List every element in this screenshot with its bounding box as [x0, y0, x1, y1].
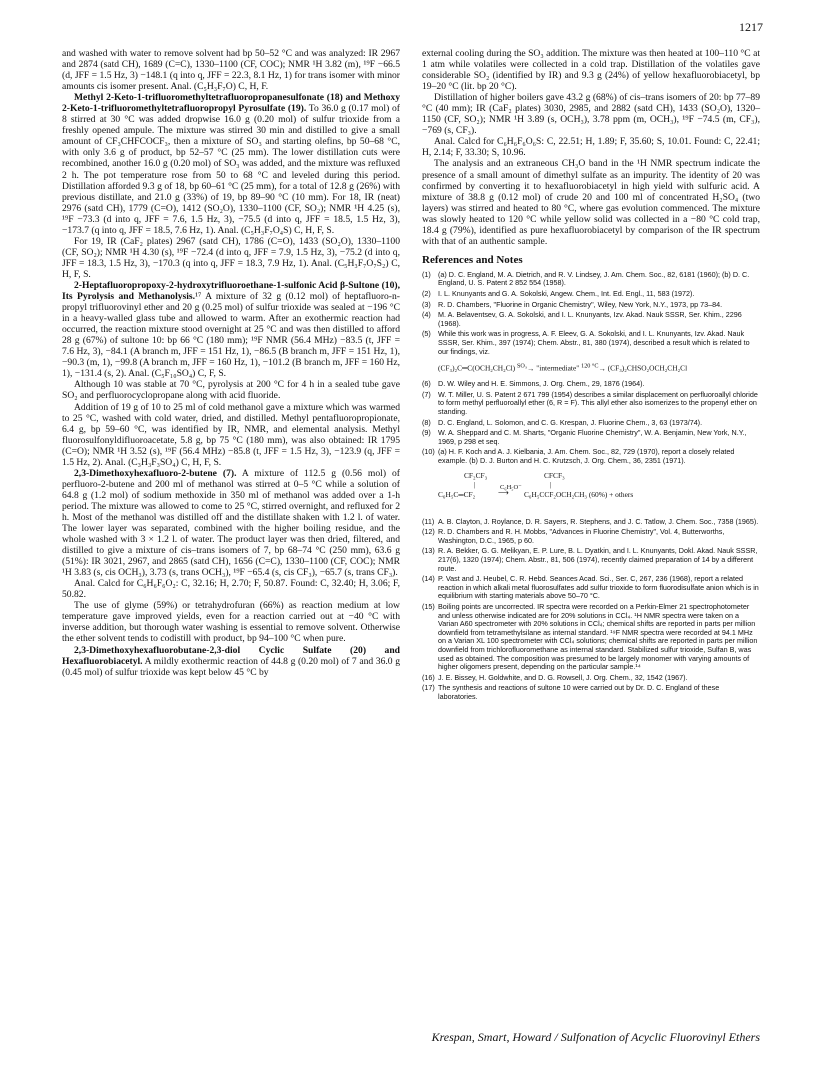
- scheme2-reactant: C₆H₅C═CF₂: [438, 489, 476, 499]
- reference-item: [422, 684, 760, 701]
- reference-item: [422, 528, 760, 545]
- paragraph: [62, 48, 400, 92]
- paragraph: [62, 645, 400, 678]
- reference-number: (14): [422, 574, 435, 584]
- scheme2-reagent: C₆H₅O⁻: [500, 483, 522, 491]
- paragraph-text: To 36.0 g (0.17 mol) of 8 stirred at 30 °C was added dropwise 16.0 g (0.20 mol) of sulfur trioxide from a freshly opened ampule. The mixture was stirred 30 min and distilled to give a small amount of CF₃CHFCOCF₃, then a mixture of SO₃ and starting olefins, bp 50–68 °C, with only 3.6 g of product, bp 52–57 °C (25 mm). The lower distillation cuts were recombined, another 16.0 g (0.20 mol) of SO₃ was added, and the mixture was refluxed 2 h. The pot temperature rose from 50 to 68 °C and leveled during this period. Distillation afforded 9.3 g of 18, bp 60–61 °C (25 mm), for a total of 12.8 g (26%) with previous distillate, and 21.0 g (33%) of 19, bp 89–90 °C (10 mm). For 18, IR (neat) 2976 (satd CH), 1779 (C=O), 1412 (SO₂O), 1330–1100 (CF, SO₂); NMR ¹H 4.25 (s), ¹⁹F −73.3 (d into q, JFF = 7.6, 1.5 Hz, 3), −75.5 (d into q, JFF = 18.5, 1.5 Hz, 3), −173.7 (q into q, JFF = 18.5, 7.6 Hz, 1). Anal. (C₅H₃F₇O₄S) C, H, F, S.: [62, 103, 400, 236]
- references-list: [422, 271, 760, 702]
- scheme2-substituent-2: CFCF₃: [544, 470, 565, 480]
- references-group-c: [422, 518, 760, 702]
- paragraph-text: Although 10 was stable at 70 °C, pyrolysis at 200 °C for 4 h in a sealed tube gave SO₂ and perfluorocyclopropane along with acid fluoride.: [62, 379, 400, 402]
- reference-number: (9): [422, 428, 431, 438]
- reference-number: (3): [422, 299, 431, 309]
- paragraph: [62, 468, 400, 578]
- paragraph-heading: 2-Heptafluoropropoxy-2-hydroxytrifluoroethane-1-sulfonic Acid β-Sultone (10), Its Pyrolysis and Methanolysis.: [62, 279, 400, 303]
- right-column: [422, 48, 760, 703]
- paragraph: [422, 92, 760, 136]
- reference-item: [422, 429, 760, 446]
- reference-text: A. B. Clayton, J. Roylance, D. R. Sayers, R. Stephens, and J. C. Tatlow, J. Chem. Soc., 7358 (1965).: [438, 516, 759, 526]
- reference-number: (16): [422, 672, 435, 682]
- references-group-a: [422, 271, 760, 356]
- reference-number: (6): [422, 379, 431, 389]
- reference-item: [422, 603, 760, 672]
- reference-text: D. C. England, L. Solomon, and C. G. Krespan, J. Fluorine Chem., 3, 63 (1973/74).: [438, 417, 703, 427]
- reference-number: (12): [422, 527, 435, 537]
- reference-item: [422, 301, 760, 310]
- references-heading: References and Notes: [422, 253, 523, 266]
- reference-text: D. W. Wiley and H. E. Simmons, J. Org. Chem., 29, 1876 (1964).: [438, 379, 645, 389]
- paragraph: [422, 136, 760, 158]
- paragraph-text: The use of glyme (59%) or tetrahydrofuran (66%) as reaction medium at low temperature gave improved yields, even for a reaction carried out at −40 °C with inverse addition, but thorough water washing is essential to remove solvent. Otherwise the ether solvent tends to codistill with product, bp 94–100 °C when pure.: [62, 600, 400, 645]
- running-footer: Krespan, Smart, Howard / Sulfonation of Acyclic Fluorovinyl Ethers: [431, 1030, 760, 1044]
- paragraph-text: Anal. Calcd for C₆H₆F₆O₂: C, 32.16; H, 2.70; F, 50.87. Found: C, 32.40; H, 3.06; F, 50.82.: [62, 578, 400, 601]
- paragraph-heading: 2,3-Dimethoxyhexafluoro-2-butene (7).: [74, 467, 237, 479]
- reference-number: (5): [422, 329, 431, 339]
- scheme1-product: (CF₃)₂CHSO₂OCH₂CH₂Cl: [607, 363, 688, 373]
- reference-number: (11): [422, 516, 435, 526]
- reference-item: [422, 311, 760, 328]
- scheme2-arrow: ⟶: [498, 487, 509, 497]
- reaction-scheme-1: [438, 362, 760, 373]
- reference-text: W. T. Miller, U. S. Patent 2 671 799 (1954) describes a similar displacement on perfluoroallyl chloride to form methyl perfluoroallyl ether (6, R = F). This allyl ether also isomerizes to the propenyl ether on standing.: [438, 389, 758, 417]
- scheme2-substituent-1: CF₂CF₃: [464, 470, 488, 480]
- reference-number: (17): [422, 683, 435, 693]
- reference-number: (10): [422, 447, 435, 457]
- reference-item: [422, 391, 760, 417]
- paragraph-heading: 2,3-Dimethoxyhexafluorobutane-2,3-diol Cyclic Sulfate (20) and Hexafluorobiacetyl.: [62, 644, 400, 667]
- paragraph-heading: Methyl 2-Keto-1-trifluoromethyltetrafluoropropanesulfonate (18) and Methoxy 2-Keto-1-trifluoromethyltetrafluoropropyl Pyrosulfate (19).: [62, 92, 400, 115]
- paragraph-text: The analysis and an extraneous CH₃O band in the ¹H NMR spectrum indicate the presence of a small amount of dimethyl sulfate as an impurity. The identity of 20 was confirmed by converting it to hexafluorobiacetyl in high yield with sulfuric acid. A mixture of 38.8 g (0.12 mol) of crude 20 and 100 ml of concentrated H₂SO₄ (two layers) was stirred and heated to 80 °C, where gas evolution commenced. The mixture was slowly heated to 120 °C while yellow solid was collected in a −80 °C cold trap, 18.4 g (79%), identified as pure hexafluorobiacetyl by comparison of the IR spectrum with that of an authentic sample.: [422, 158, 760, 247]
- scheme1-arrow-1: $^{SO_3}$→: [517, 363, 537, 373]
- reference-item: [422, 448, 760, 465]
- paragraph-text: external cooling during the SO₃ addition. The mixture was then heated at 100–110 °C at 1 atm while volatiles were collected in a cold trap. Distillation of the volatiles gave considerable SO₂ (identified by IR) and 9.3 g (24%) of yellow hexafluorobiacetyl, bp 19–20 °C (lit. bp 20 °C).: [422, 48, 760, 93]
- paragraph-text: and washed with water to remove solvent had bp 50–52 °C and was analyzed: IR 2967 and 2874 (satd CH), 1689 (C=C), 1330–1100 (CF, COC); NMR ¹H 3.82 (m), ¹⁹F −66.5 (d, JFF = 1.5 Hz, 3) −148.1 (q into q, JFF = 22.3, 8.1 Hz, 1) for trans isomer with minor amounts cis isomer present. Anal. (C₅H₃F₇O) C, H, F.: [62, 48, 400, 93]
- reference-text: The synthesis and reactions of sultone 10 were carried out by Dr. D. C. England of these laboratories.: [438, 683, 720, 701]
- paragraph: [62, 402, 400, 468]
- reference-text: R. D. Chambers and R. H. Mobbs, "Advances in Fluorine Chemistry", Vol. 4, Butterworths, Washington, D.C., 1965, p 60.: [438, 527, 725, 545]
- paragraph-text: ¹⁷ A mixture of 32 g (0.12 mol) of heptafluoro-n-propyl trifluorovinyl ether and 20 g (0.25 mol) of sulfur trioxide was sealed at −196 °C in a heavy-walled glass tube and allowed to warm. After an exothermic reaction had occurred, the reaction mixture stood overnight at 25 °C and was then distilled to afford 28 g (67%) of sultone 10: bp 66 °C (180 mm); ¹⁹F NMR (56.4 MHz) −83.5 (t, JFF = 7.6 Hz, 3), −84.1 (A branch m, JFF = 151 Hz, 1), −86.5 (B branch m, JFF = 151 Hz, 1), −90.3 (m, 1), −99.8 (A branch m, JFF = 160 Hz, 1), −101.2 (B branch m, JFF = 160 Hz, 1), −131.4 (s, 2). Anal. (C₅F₁₀SO₄) C, F, S.: [62, 291, 400, 380]
- reference-number: (1): [422, 269, 431, 279]
- reference-text: W. A. Sheppard and C. M. Sharts, "Organic Fluorine Chemistry", W. A. Benjamin, New York, N.Y., 1969, p 298 et seq.: [438, 428, 747, 446]
- reference-number: (7): [422, 389, 431, 399]
- reference-text: R. D. Chambers, "Fluorine in Organic Chemistry", Wiley, New York, N.Y., 1973, pp 73–84.: [438, 299, 723, 309]
- reference-text: R. A. Bekker, G. G. Melikyan, E. P. Lure, B. L. Dyatkin, and I. L. Knunyants, Dokl. Akad. Nauk SSSR, 217(6), 1320 (1974); Chem. Abstr., 81, 506 (1974), recently claimed preparation of 14 by a different route.: [438, 546, 758, 573]
- reference-item: [422, 547, 760, 573]
- scheme1-arrow-2: $^{120 ^\circ C}$→: [581, 363, 608, 373]
- reference-item: [422, 575, 760, 601]
- reference-text: M. A. Belaventsev, G. A. Sokolski, and I. L. Knunyants, Izv. Akad. Nauk SSSR, Ser. Khim., 2296 (1968).: [438, 310, 742, 328]
- scheme2-product: C₆H₅CCF₂OCH₂CH₃ (60%) + others: [524, 489, 634, 499]
- reference-item: [422, 290, 760, 299]
- right-column-body: [422, 48, 760, 247]
- paragraph-text: Anal. Calcd for C₆H₆F₆O₆S: C, 22.51; H, 1.89; F, 35.60; S, 10.01. Found: C, 22.41; H, 2.14; F, 33.30; S, 10.96.: [422, 136, 760, 159]
- reference-item: [422, 380, 760, 389]
- paragraph: [422, 158, 760, 246]
- page-number: 1217: [739, 20, 763, 34]
- paragraph: [62, 92, 400, 236]
- paragraph-text: A mildly exothermic reaction of 44.8 g (0.20 mol) of 7 and 36.0 g (0.45 mol) of sulfur trioxide was kept below 45 °C by: [62, 655, 400, 678]
- paragraph-text: For 19, IR (CaF₂ plates) 2967 (satd CH), 1786 (C=O), 1433 (SO₂O), 1330–1100 (CF, SO₂); NMR ¹H 4.30 (s), ¹⁹F −72.4 (d into q, JFF = 7.9, 1.5 Hz, 3), −75.2 (d into q, JFF = 18.3, 1.5 Hz, 3), −170.3 (q into q, JFF = 18.3, 7.9 Hz, 1). Anal. (C₅H₃F₇O₇S₂) C, H, F, S.: [62, 235, 400, 280]
- left-column: [62, 48, 400, 678]
- paragraph: [62, 236, 400, 280]
- paragraph: [62, 280, 400, 379]
- scheme2-bond-1: |: [474, 479, 476, 489]
- references-group-b: [422, 380, 760, 465]
- reference-number: (8): [422, 417, 431, 427]
- scheme2-bond-2: |: [550, 479, 552, 489]
- reference-number: (13): [422, 546, 435, 556]
- scheme1-reactant: (CF₃)₂C═C(OCH₂CH₂Cl): [438, 363, 516, 373]
- reference-text: (a) H. F. Koch and A. J. Kielbania, J. Am. Chem. Soc., 82, 729 (1970), report a closely related example. (b) D. J. Burton and H. C. Krutzsch, J. Org. Chem., 36, 2351 (1971).: [438, 447, 735, 465]
- reference-item: [422, 419, 760, 428]
- reference-number: (2): [422, 289, 431, 299]
- paragraph-text: Addition of 19 g of 10 to 25 ml of cold methanol gave a mixture which was warmed to 25 °C, washed with cold water, dried, and distilled. Methyl pentafluoropropionate, 6.4 g, bp 59–60 °C, was identified by IR, NMR, and elemental analysis. Methyl fluorosulfonyldifluoroacetate, 5.8 g, bp 75 °C (180 mm), was also obtained: IR 1795 (C=O); NMR ¹H 3.52 (s), ¹⁹F (56.4 MHz) −85.8 (t, JFF = 1.5 Hz, 3), −123.9 (q, JFF = 1.5 Hz, 2). Anal. (C₃H₃F₃SO₄) C, H, F, S.: [62, 401, 400, 468]
- paragraph: [62, 600, 400, 644]
- reference-text: Boiling points are uncorrected. IR spectra were recorded on a Perkin-Elmer 21 spectrophotometer and unless otherwise indicated are for 20% solutions in CCl₄. ¹H NMR spectra were taken on a Varian A60 spectrometer with 20% solutions in CCl₄; chemical shifts are reported in parts per million downfield from tetramethylsilane as internal standard. ¹⁹F NMR spectra were recorded at 94.1 MHz on a Varian XL 100 spectrometer with CCl₄ solutions; chemical shifts are reported in parts per million downfield from trichlorofluoromethane as internal standard. Stabilized sulfur trioxide, Sulfan B, was used as obtained. The composition was presumed to be largely monomer with varying amounts of higher oligomers present, depending on the particular sample.¹⁴: [438, 601, 758, 672]
- reference-text: J. E. Bissey, H. Goldwhite, and D. G. Rowsell, J. Org. Chem., 32, 1542 (1967).: [438, 672, 688, 682]
- paragraph: [422, 48, 760, 92]
- reference-text: While this work was in progress, A. F. Eleev, G. A. Sokolski, and I. L. Knunyants, Izv. Akad. Nauk SSSR, Ser. Khim., 397 (1974); Chem. Abstr., 81, 380 (1974), described a result which is related to our findings, viz.: [438, 329, 750, 356]
- paragraph: [62, 578, 400, 600]
- reaction-scheme-2: [438, 472, 760, 512]
- reference-text: (a) D. C. England, M. A. Dietrich, and R. V. Lindsey, J. Am. Chem. Soc., 82, 6181 (1960); (b) D. C. England, U. S. Patent 2 852 554 (1958).: [438, 269, 750, 288]
- reference-number: (15): [422, 601, 435, 611]
- reference-item: [422, 330, 760, 356]
- reference-item: [422, 271, 760, 288]
- paragraph-text: Distillation of higher boilers gave 43.2 g (68%) of cis–trans isomers of 20: bp 77–89 °C (40 mm); IR (CaF₂ plates) 3030, 2985, and 2882 (satd CH), 1433 (SO₂O), 1320–1150 (CF, SO₂); NMR ¹H 3.89 (s, OCH₃), 3.78 ppm (m, OCH₃), ¹⁹F −74.5 (m, CF₃), −769 (s, CF₃).: [422, 92, 760, 137]
- paragraph-text: A mixture of 112.5 g (0.56 mol) of perfluoro-2-butene and 200 ml of methanol was stirred at 0–5 °C while a solution of 64.8 g (1.2 mol) of sodium methoxide in 350 ml of methanol was added over a 1-h period. The mixture was allowed to come to 25 °C, stirred overnight, and refluxed for 2 h. Most of the methanol was distilled off and the distillate shaken with 1.2 l. of water. The lower layer was separated, combined with the higher boiling residue, and the whole washed with 3 × 1.2 l. of water. The product layer was then dried, filtered, and distilled to give a mixture of cis–trans isomers of 7, bp 68–74 °C (250 mm), 63.6 g (51%): IR 3021, 2967, and 2865 (satd CH), 1656 (C=C), 1330–1100 (CF, COC); NMR ¹H 3.83 (s, cis OCH₃), 3.73 (s, trans OCH₃), ¹⁹F −65.4 (s, cis CF₃), −65.7 (s, trans CF₃).: [62, 467, 400, 579]
- reference-text: P. Vast and J. Heubel, C. R. Hebd. Seances Acad. Sci., Ser. C, 267, 236 (1968), report a related reaction in which alkali metal fluorosulfates add sulfur trioxide to form fluorodisulfate anion which is in equilibrium with starting materials above 50–70 °C.: [438, 574, 759, 601]
- reference-item: [422, 518, 760, 527]
- scheme1-intermediate: "intermediate": [536, 363, 580, 373]
- reference-number: (4): [422, 310, 431, 320]
- reference-item: [422, 674, 760, 683]
- paragraph: [62, 379, 400, 401]
- reference-text: I. L. Knunyants and G. A. Sokolski, Angew. Chem., Int. Ed. Engl., 11, 583 (1972).: [438, 289, 695, 299]
